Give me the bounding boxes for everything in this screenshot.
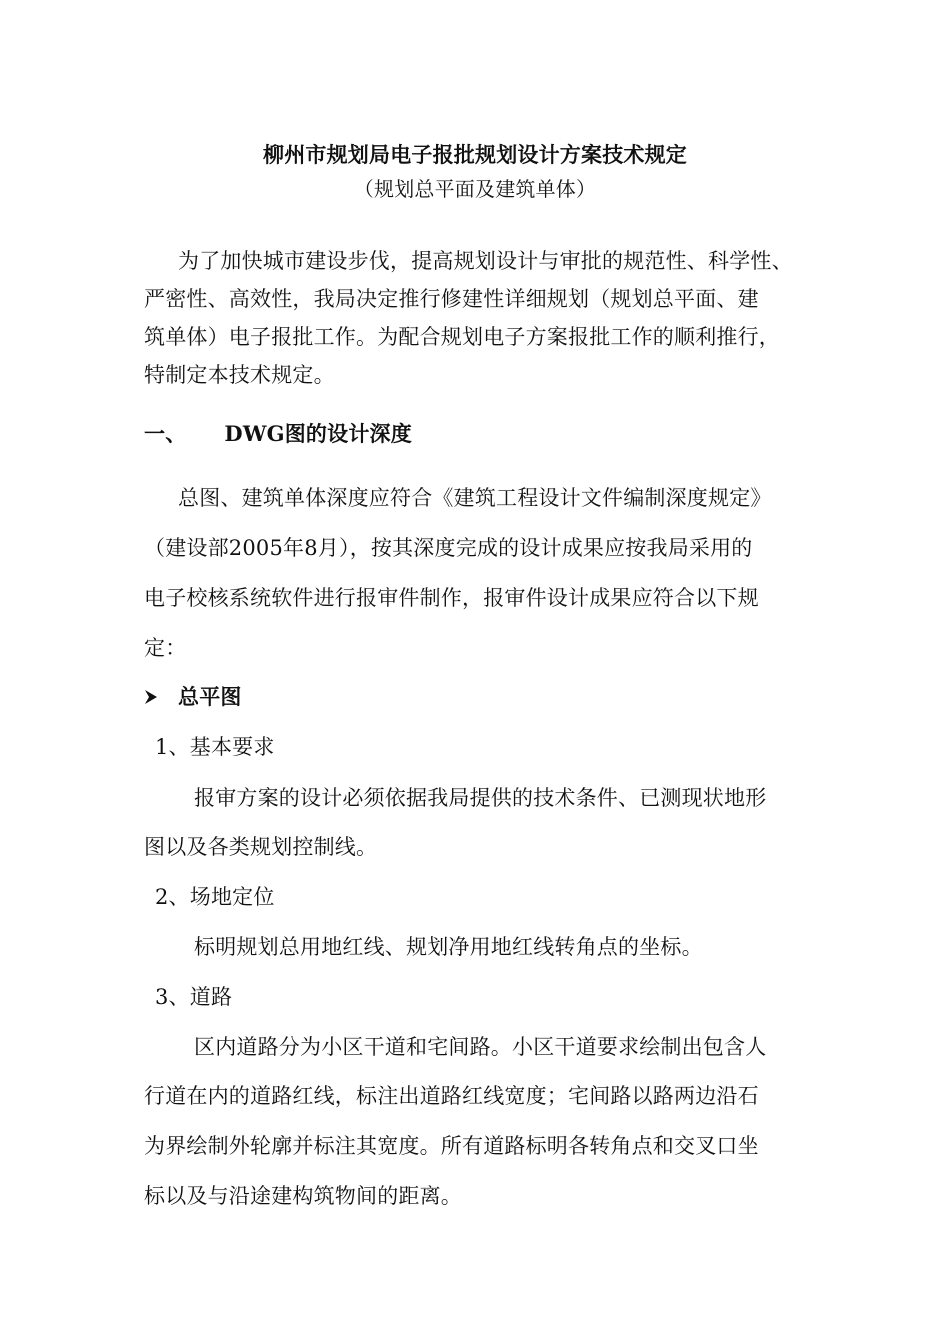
intro-line-3: 筑单体）电子报批工作。为配合规划电子方案报批工作的顺利推行， bbox=[144, 325, 780, 349]
arrowhead-bullet-icon bbox=[144, 685, 160, 713]
item-1-heading: 1、基本要求 bbox=[155, 735, 275, 759]
section-1-line-3: 电子校核系统软件进行报审件制作，报审件设计成果应符合以下规 bbox=[144, 586, 759, 610]
intro-line-4: 特制定本技术规定。 bbox=[144, 363, 335, 387]
item-3-line-3: 为界绘制外轮廓并标注其宽度。所有道路标明各转角点和交叉口坐 bbox=[144, 1134, 759, 1158]
item-3-heading: 3、道路 bbox=[155, 985, 233, 1009]
section-1-line-2: （建设部2005年8月），按其深度完成的设计成果应按我局采用的 bbox=[144, 536, 753, 560]
item-3-line-2: 行道在内的道路红线，标注出道路红线宽度；宅间路以路两边沿石 bbox=[144, 1084, 759, 1108]
item-3-line-4: 标以及与沿途建构筑物间的距离。 bbox=[144, 1184, 462, 1208]
intro-line-2: 严密性、高效性，我局决定推行修建性详细规划（规划总平面、建 bbox=[144, 287, 759, 311]
item-2-heading: 2、场地定位 bbox=[155, 885, 275, 909]
section-1-number: 一、 bbox=[144, 421, 187, 446]
intro-line-1: 为了加快城市建设步伐，提高规划设计与审批的规范性、科学性、 bbox=[178, 249, 793, 273]
section-1-line-1: 总图、建筑单体深度应符合《建筑工程设计文件编制深度规定》 bbox=[178, 486, 772, 510]
item-1-line-2: 图以及各类规划控制线。 bbox=[144, 835, 378, 859]
general-plan-heading bbox=[144, 683, 242, 713]
document-subtitle: （规划总平面及建筑单体） bbox=[353, 177, 597, 201]
item-2-line-1: 标明规划总用地红线、规划净用地红线转角点的坐标。 bbox=[194, 935, 703, 959]
item-3-line-1: 区内道路分为小区干道和宅间路。小区干道要求绘制出包含人 bbox=[194, 1035, 767, 1059]
document-title: 柳州市规划局电子报批规划设计方案技术规定 bbox=[263, 142, 687, 167]
section-1-line-4: 定： bbox=[144, 636, 187, 660]
general-plan-title: 总平图 bbox=[178, 684, 242, 709]
item-1-line-1: 报审方案的设计必须依据我局提供的技术条件、已测现状地形 bbox=[194, 786, 767, 810]
section-1-title: DWG图的设计深度 bbox=[224, 421, 412, 446]
section-1-heading bbox=[144, 420, 412, 448]
